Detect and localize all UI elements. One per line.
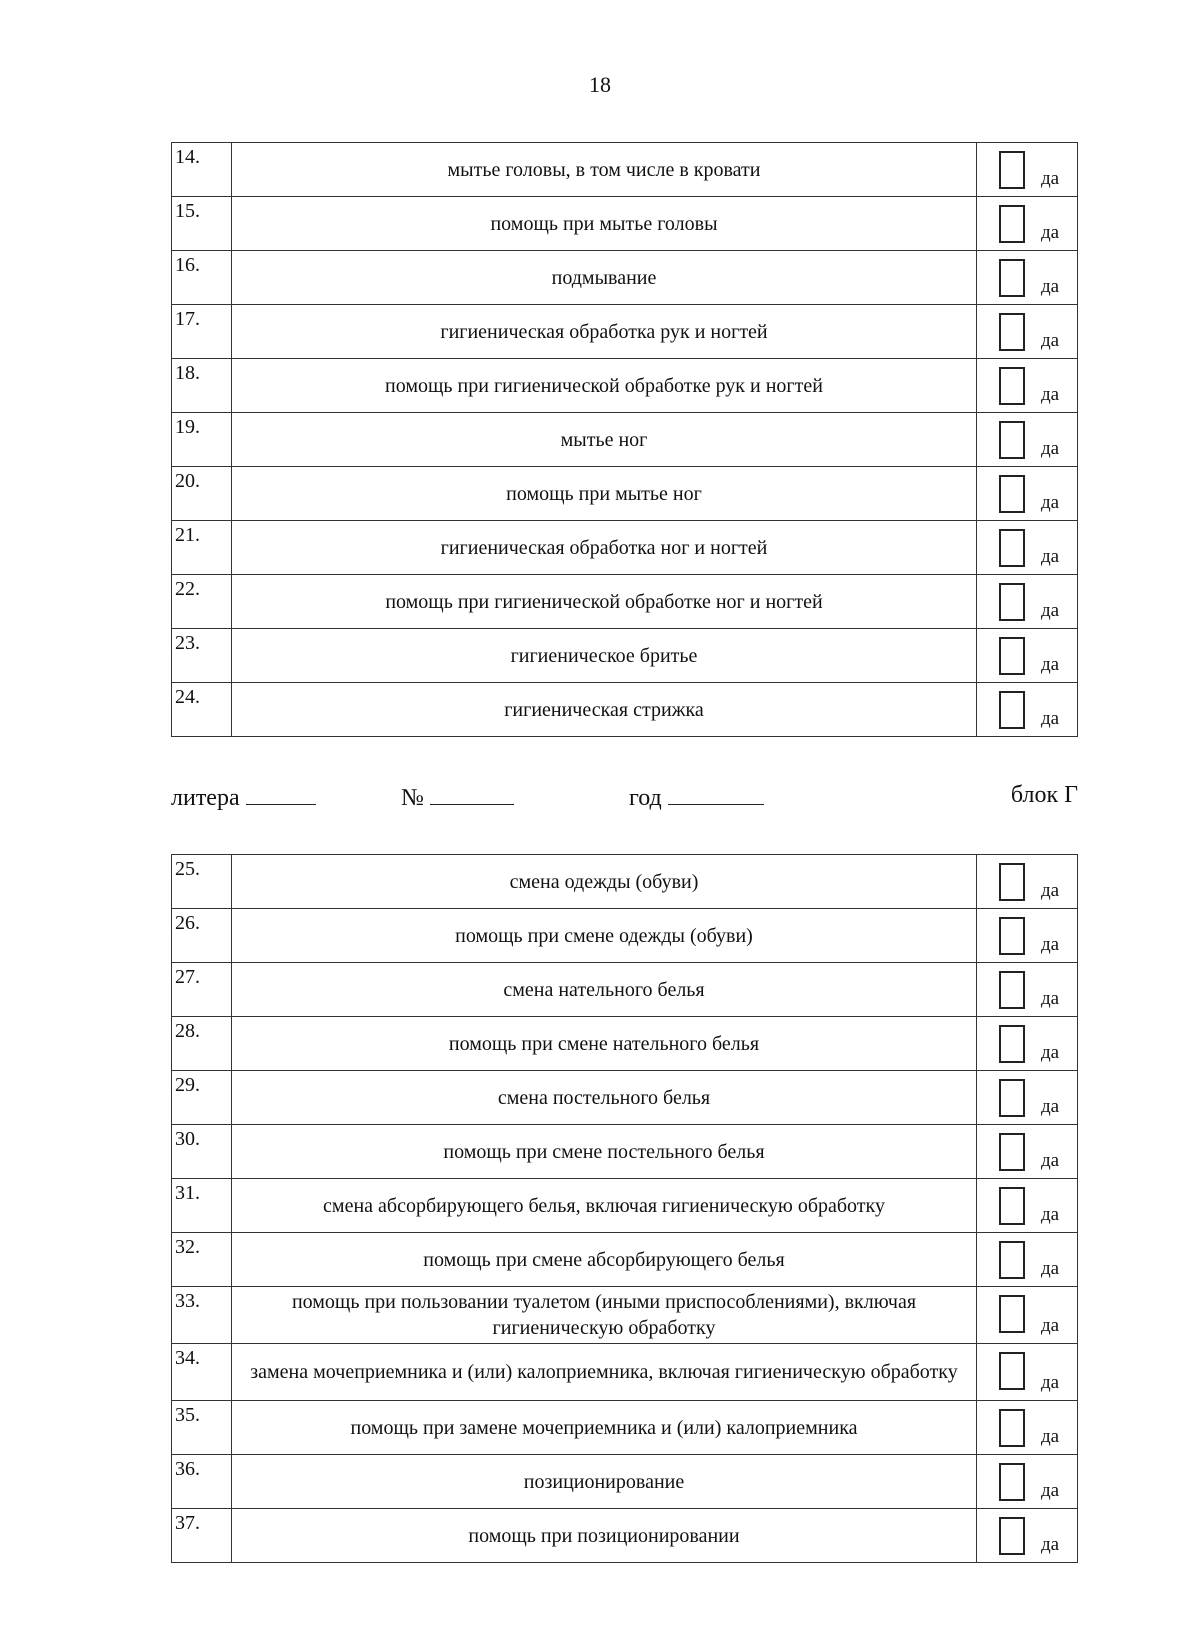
- table-row: [172, 1455, 1078, 1509]
- check-cell: [977, 1401, 1078, 1455]
- check-cell: [977, 143, 1078, 197]
- row-description: замена мочеприемника и (или) калоприемника, включая гигиеническую обработку: [232, 1344, 977, 1401]
- checkbox[interactable]: [999, 1463, 1025, 1501]
- checkbox[interactable]: [999, 637, 1025, 675]
- row-description: смена постельного белья: [232, 1071, 977, 1125]
- page-number: 18: [589, 72, 611, 97]
- row-description: помощь при замене мочеприемника и (или) калоприемника: [232, 1401, 977, 1455]
- row-number: 37.: [172, 1509, 232, 1563]
- check-cell: [977, 359, 1078, 413]
- check-cell: [977, 1125, 1078, 1179]
- check-cell: [977, 1071, 1078, 1125]
- check-cell: [977, 467, 1078, 521]
- checkbox-label: да: [1041, 1042, 1060, 1063]
- table-row: [172, 1344, 1078, 1401]
- row-number: 27.: [172, 963, 232, 1017]
- row-number: 15.: [172, 197, 232, 251]
- row-number: 22.: [172, 575, 232, 629]
- row-number: 28.: [172, 1017, 232, 1071]
- table-row: [172, 1125, 1078, 1179]
- table-row: [172, 1509, 1078, 1563]
- checkbox-label: да: [1041, 222, 1060, 243]
- table-row: [172, 143, 1078, 197]
- table-row: [172, 855, 1078, 909]
- checkbox-label: да: [1041, 1096, 1060, 1117]
- row-description: смена абсорбирующего белья, включая гигиеническую обработку: [232, 1179, 977, 1233]
- row-number: 14.: [172, 143, 232, 197]
- check-cell: [977, 855, 1078, 909]
- checkbox-label: да: [1041, 1372, 1060, 1393]
- table-row: [172, 521, 1078, 575]
- checkbox[interactable]: [999, 1025, 1025, 1063]
- check-cell: [977, 521, 1078, 575]
- check-cell: [977, 305, 1078, 359]
- check-cell: [977, 1017, 1078, 1071]
- checkbox-label: да: [1041, 934, 1060, 955]
- row-number: 34.: [172, 1344, 232, 1401]
- checkbox[interactable]: [999, 971, 1025, 1009]
- row-description: подмывание: [232, 251, 977, 305]
- check-cell: [977, 1509, 1078, 1563]
- checkbox[interactable]: [999, 1187, 1025, 1225]
- number-field[interactable]: [401, 782, 514, 812]
- year-label: год: [629, 785, 662, 811]
- row-number: 17.: [172, 305, 232, 359]
- row-number: 23.: [172, 629, 232, 683]
- checkbox-label: да: [1041, 708, 1060, 729]
- table-row: [172, 1017, 1078, 1071]
- check-cell: [977, 909, 1078, 963]
- checkbox[interactable]: [999, 205, 1025, 243]
- table-row: [172, 1401, 1078, 1455]
- checkbox-label: да: [1041, 988, 1060, 1009]
- row-description: смена нательного белья: [232, 963, 977, 1017]
- checkbox-label: да: [1041, 492, 1060, 513]
- table-row: [172, 909, 1078, 963]
- table-row: [172, 1071, 1078, 1125]
- check-cell: [977, 963, 1078, 1017]
- checkbox[interactable]: [999, 1517, 1025, 1555]
- checkbox[interactable]: [999, 1295, 1025, 1333]
- checkbox-label: да: [1041, 880, 1060, 901]
- row-description: позиционирование: [232, 1455, 977, 1509]
- row-description: гигиеническая обработка ног и ногтей: [232, 521, 977, 575]
- checkbox[interactable]: [999, 691, 1025, 729]
- check-cell: [977, 1179, 1078, 1233]
- litera-label: литера: [171, 785, 240, 811]
- checkbox-label: да: [1041, 1426, 1060, 1447]
- checkbox[interactable]: [999, 583, 1025, 621]
- table-row: [172, 467, 1078, 521]
- row-description: помощь при смене абсорбирующего белья: [232, 1233, 977, 1287]
- check-cell: [977, 575, 1078, 629]
- table-row: [172, 1233, 1078, 1287]
- checkbox-label: да: [1041, 1480, 1060, 1501]
- checkbox[interactable]: [999, 863, 1025, 901]
- check-cell: [977, 1344, 1078, 1401]
- checkbox-label: да: [1041, 546, 1060, 567]
- row-number: 21.: [172, 521, 232, 575]
- row-description: смена одежды (обуви): [232, 855, 977, 909]
- checkbox[interactable]: [999, 151, 1025, 189]
- checkbox-label: да: [1041, 1204, 1060, 1225]
- check-cell: [977, 197, 1078, 251]
- number-label: №: [401, 785, 424, 811]
- row-number: 24.: [172, 683, 232, 737]
- checkbox-label: да: [1041, 1534, 1060, 1555]
- info-line: [171, 782, 1078, 812]
- row-number: 32.: [172, 1233, 232, 1287]
- row-number: 18.: [172, 359, 232, 413]
- row-description: мытье ног: [232, 413, 977, 467]
- checkbox-label: да: [1041, 276, 1060, 297]
- table-row: [172, 305, 1078, 359]
- row-description: гигиеническая стрижка: [232, 683, 977, 737]
- row-description: помощь при гигиенической обработке рук и ногтей: [232, 359, 977, 413]
- checkbox[interactable]: [999, 1241, 1025, 1279]
- table-row: [172, 575, 1078, 629]
- row-description: гигиеническая обработка рук и ногтей: [232, 305, 977, 359]
- row-number: 35.: [172, 1401, 232, 1455]
- services-table-1: [171, 142, 1078, 737]
- checkbox[interactable]: [999, 259, 1025, 297]
- row-number: 16.: [172, 251, 232, 305]
- checkbox[interactable]: [999, 1079, 1025, 1117]
- checkbox-label: да: [1041, 168, 1060, 189]
- block-label: блок Г: [1010, 782, 1078, 808]
- row-number: 19.: [172, 413, 232, 467]
- check-cell: [977, 413, 1078, 467]
- services-table-2: [171, 854, 1078, 1563]
- table-row: [172, 1287, 1078, 1344]
- checkbox-label: да: [1041, 384, 1060, 405]
- check-cell: [977, 683, 1078, 737]
- table-row: [172, 413, 1078, 467]
- check-cell: [977, 251, 1078, 305]
- checkbox[interactable]: [999, 313, 1025, 351]
- table-row: [172, 1179, 1078, 1233]
- check-cell: [977, 1287, 1078, 1344]
- row-description: помощь при мытье головы: [232, 197, 977, 251]
- check-cell: [977, 1233, 1078, 1287]
- checkbox[interactable]: [999, 529, 1025, 567]
- check-cell: [977, 1455, 1078, 1509]
- row-description: помощь при смене нательного белья: [232, 1017, 977, 1071]
- row-number: 30.: [172, 1125, 232, 1179]
- row-number: 26.: [172, 909, 232, 963]
- row-description: помощь при мытье ног: [232, 467, 977, 521]
- row-description: мытье головы, в том числе в кровати: [232, 143, 977, 197]
- checkbox[interactable]: [999, 1133, 1025, 1171]
- table-row: [172, 359, 1078, 413]
- row-description: гигиеническое бритье: [232, 629, 977, 683]
- checkbox-label: да: [1041, 600, 1060, 621]
- checkbox-label: да: [1041, 1315, 1060, 1336]
- check-cell: [977, 629, 1078, 683]
- row-number: 36.: [172, 1455, 232, 1509]
- row-description: помощь при смене одежды (обуви): [232, 909, 977, 963]
- checkbox[interactable]: [999, 1352, 1025, 1390]
- row-number: 29.: [172, 1071, 232, 1125]
- checkbox[interactable]: [999, 475, 1025, 513]
- checkbox-label: да: [1041, 330, 1060, 351]
- checkbox-label: да: [1041, 1258, 1060, 1279]
- checkbox-label: да: [1041, 1150, 1060, 1171]
- checkbox[interactable]: [999, 421, 1025, 459]
- row-description: помощь при гигиенической обработке ног и ногтей: [232, 575, 977, 629]
- checkbox-label: да: [1041, 654, 1060, 675]
- checkbox-label: да: [1041, 438, 1060, 459]
- table-row: [172, 963, 1078, 1017]
- row-description: помощь при пользовании туалетом (иными приспособлениями), включая гигиеническую обработку: [232, 1287, 977, 1344]
- table-row: [172, 197, 1078, 251]
- checkbox[interactable]: [999, 917, 1025, 955]
- row-number: 25.: [172, 855, 232, 909]
- checkbox[interactable]: [999, 367, 1025, 405]
- table-row: [172, 251, 1078, 305]
- table-row: [172, 683, 1078, 737]
- row-number: 33.: [172, 1287, 232, 1344]
- checkbox[interactable]: [999, 1409, 1025, 1447]
- row-number: 31.: [172, 1179, 232, 1233]
- row-description: помощь при смене постельного белья: [232, 1125, 977, 1179]
- year-field[interactable]: [629, 782, 764, 812]
- litera-field[interactable]: [171, 782, 316, 812]
- row-number: 20.: [172, 467, 232, 521]
- row-description: помощь при позиционировании: [232, 1509, 977, 1563]
- table-row: [172, 629, 1078, 683]
